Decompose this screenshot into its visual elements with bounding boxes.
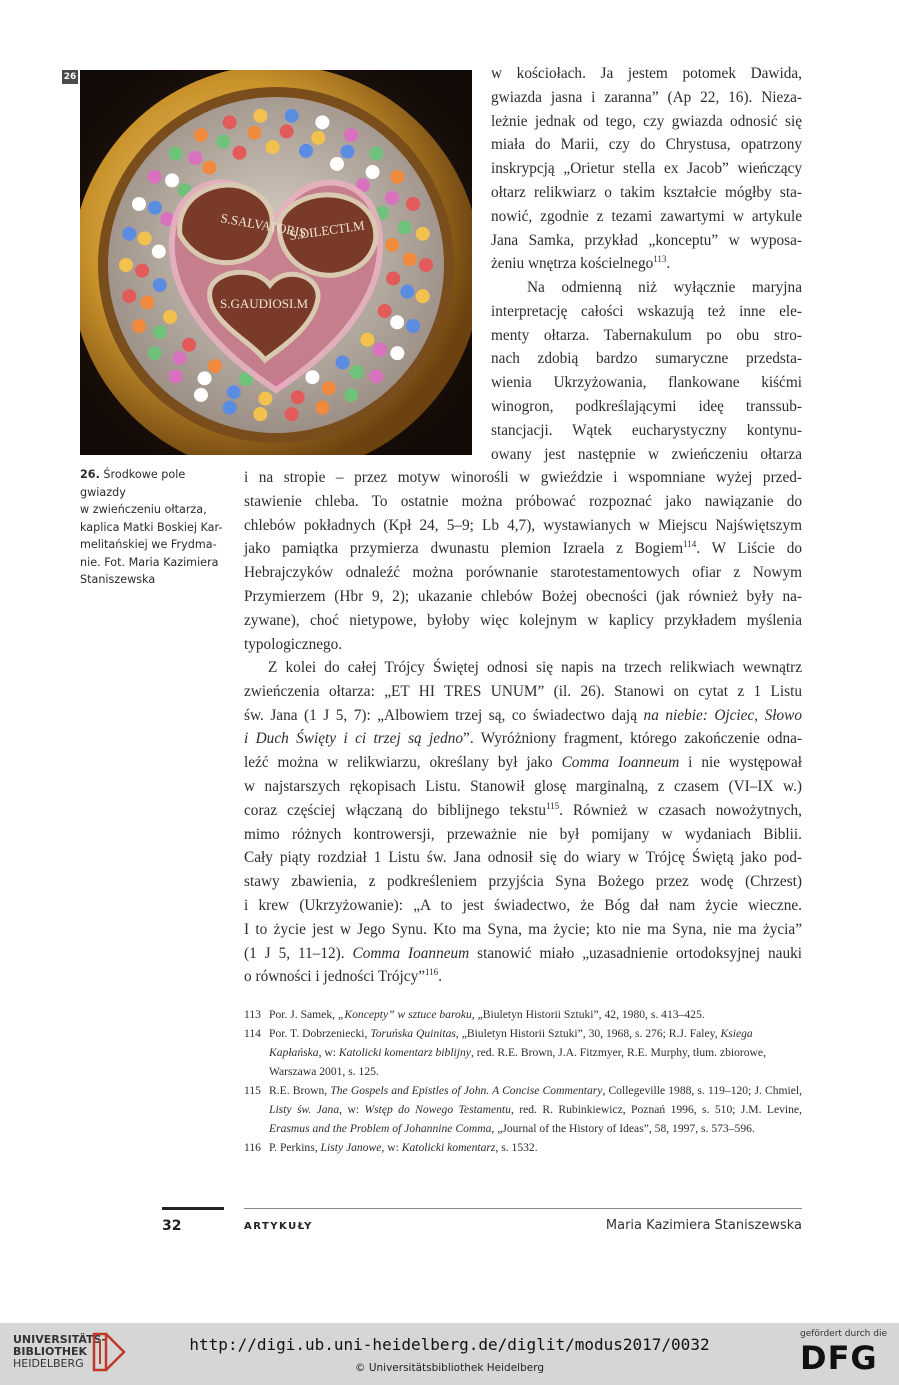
decor-flower (336, 355, 350, 369)
library-bar (0, 1323, 899, 1385)
italic-span: The Gospels and Epistles of John. A Concise Commentary (330, 1084, 603, 1097)
decor-flower (398, 221, 412, 235)
footnote-ref-115[interactable]: 115 (546, 800, 560, 811)
text-span: leźć można w relikwiarzu, określany był jako (244, 754, 562, 772)
text-span: ”. Wyróżniony fragment, którego zakończenie odna- (463, 730, 802, 748)
text-line: interpretację całości wskazują też inne ele- (491, 302, 802, 320)
decor-flower (285, 407, 299, 421)
decor-flower (322, 381, 336, 395)
decor-flower (148, 201, 162, 215)
text-line: zywane), choć nietypowe, byłoby więc kolejnym w kaplicy przykładem myślenia (244, 611, 802, 629)
text-line: gwiazda jasna i zaranna” (Ap 22, 16). Nieza- (491, 88, 802, 106)
italic-span: Wstęp do Nowego Testamentu (364, 1103, 511, 1116)
footnotes (244, 1005, 802, 1157)
text-span: o równości i jedności Trójcy” (244, 968, 426, 986)
footnote-text (269, 1138, 802, 1157)
text-span: jako pamiątka przymierza dwunastu plemion Izraela z Bogiem (244, 540, 684, 558)
text-line: stancjacji. Wątek eucharystyczny kontynu- (491, 421, 802, 439)
text-span: P. Perkins, (269, 1141, 321, 1154)
reliquary-image (80, 70, 472, 455)
text-line: stawy zbawienia, z podkreśleniem przyjścia Syna Bożego przez wodę (Chrzest) (244, 873, 802, 891)
decor-flower (194, 128, 208, 142)
decor-flower (163, 310, 177, 324)
footnote-number: 115 (244, 1084, 261, 1097)
relic-label-1: S.SALVATORIS (219, 210, 308, 241)
text-span: „Biuletyn Historii Sztuki”, 42, 1980, s. 413–425. (474, 1008, 705, 1021)
decor-flower (138, 231, 152, 245)
decor-flower (247, 126, 261, 140)
decor-flower (299, 144, 313, 158)
paragraph-2-wide (244, 466, 802, 656)
text-span: . W Liście do (696, 540, 802, 558)
text-line: Na odmienną niż wyłącznie maryjna (527, 279, 802, 296)
dfg-logo[interactable]: DFG (800, 1339, 878, 1377)
logo-text: HEIDELBERG (13, 1357, 84, 1370)
decor-flower (315, 401, 329, 415)
italic-span: Ksiega Kapłańska (269, 1027, 753, 1059)
decor-flower (416, 227, 430, 241)
decor-flower (344, 128, 358, 142)
text-span: i nie występował (679, 754, 802, 772)
decor-flower (135, 264, 149, 278)
caption-line: Staniszewska (80, 573, 156, 586)
text-line (244, 751, 802, 775)
text-line: I to życie jest w Jego Synu. Kto ma Syna, ma życie; kto nie ma Syna, nie ma życia” (244, 920, 802, 938)
decor-flower (344, 388, 358, 402)
footnote-text (269, 1024, 802, 1081)
text-line (244, 799, 802, 823)
footnote-number: 114 (244, 1027, 261, 1040)
text-line: Jana Samka, przykład „konceptu” w wyposa- (491, 231, 802, 249)
footnote-text (269, 1005, 802, 1024)
decor-flower (253, 407, 267, 421)
text-span: . Również w czasach nowożytnych, (559, 801, 802, 819)
decor-flower (153, 325, 167, 339)
italic-span: Comma Ioanneum (561, 754, 680, 772)
decor-flower (140, 295, 154, 309)
decor-flower (165, 173, 179, 187)
caption-line: melitańskiej we Frydma- (80, 538, 217, 551)
decor-flower (202, 161, 216, 175)
text-line: zwieńczenia ołtarza: „ET HI TRES UNUM” (il. 26). Stanowi on cytat z 1 Listu (244, 682, 802, 700)
text-span: , w: (381, 1141, 402, 1154)
decor-flower (208, 359, 222, 373)
text-line: Z kolei do całej Trójcy Świętej odnosi się napis na trzech relikwiach wewnątrz (268, 659, 802, 676)
text-line: owany jest następnie w zwieńczeniu ołtarza (491, 445, 802, 463)
text-line (244, 537, 802, 561)
decor-flower (305, 370, 319, 384)
decor-flower (169, 147, 183, 161)
text-span: św. Jana (1 J 5, 7): „Albowiem trzej są, co świadectwo dają (244, 706, 644, 724)
logo-text: UNIVERSITÄTS- (13, 1333, 107, 1346)
decor-flower (153, 278, 167, 292)
caption-line: nie. Fot. Maria Kazimiera (80, 555, 219, 569)
reliquary-photo (80, 70, 472, 455)
decor-flower (148, 346, 162, 360)
text-span: stanowić miało „uzasadnienie ortodoksyjnej nauki (469, 944, 803, 962)
decor-flower (311, 131, 325, 145)
italic-span: i Duch Święty i ci trzej są jedno (244, 730, 464, 748)
text-line: wienia Ukrzyżowania, flankowane kiśćmi (491, 374, 802, 392)
decor-flower (385, 238, 399, 252)
decor-flower (366, 165, 380, 179)
decor-flower (132, 197, 146, 211)
page-number: 32 (162, 1218, 182, 1234)
text-span: (1 J 5, 11–12). (244, 944, 353, 962)
text-line (244, 727, 802, 751)
copyright-text: © Universitätsbibliothek Heidelberg (354, 1362, 544, 1374)
decor-flower (223, 115, 237, 129)
decor-flower (315, 115, 329, 129)
text-span: , w: (318, 1046, 339, 1059)
decor-flower (132, 319, 146, 333)
italic-span: Katolicki komentarz (401, 1141, 496, 1154)
text-span: R.E. Brown, (269, 1084, 331, 1097)
decor-flower (378, 304, 392, 318)
decor-flower (369, 147, 383, 161)
footnote-ref-113[interactable]: 113 (653, 254, 667, 265)
text-span: coraz częściej włączaną do biblijnego tekstu (244, 801, 546, 819)
decor-flower (216, 135, 230, 149)
text-span: , red. R. Rubinkiewicz, Poznań 1996, s. 510; J.M. Levine, (510, 1103, 802, 1116)
paragraph-1 (491, 62, 802, 276)
footer-rule-thick (162, 1207, 224, 1210)
text-span: Por. J. Samek, (269, 1008, 338, 1021)
text-line: inskrypcją „Orietur stella ex Jacob” wieńczący (491, 160, 802, 178)
document-url[interactable]: http://digi.ub.uni-heidelberg.de/diglit/modus2017/0032 (189, 1335, 710, 1354)
decor-flower (285, 109, 299, 123)
decor-flower (386, 271, 400, 285)
decor-flower (350, 365, 364, 379)
decor-flower (122, 289, 136, 303)
text-line: leżnie jednak od tego, czy gwiazda odnosić się (491, 112, 802, 130)
decor-flower (194, 388, 208, 402)
text-line: chlebów pokładnych (Kpł 24, 5–9; Lb 4,7), wystawianych w Miejscu Najświętszym (244, 516, 802, 534)
paragraph-2-narrow (491, 276, 802, 466)
caption-number: 26. (80, 468, 100, 481)
paragraph-3 (244, 656, 802, 989)
text-span: , s. 1532. (495, 1141, 538, 1154)
italic-span: Toruńska Quinitas (370, 1027, 456, 1040)
text-line: miała do Marii, czy do Chrystusa, opatrzony (491, 136, 802, 154)
text-line: ołtarz relikwiarz o takim kształcie mógłby sta- (491, 183, 802, 201)
text-span: , w: (339, 1103, 365, 1116)
text-line (244, 704, 802, 728)
text-line: w najstarszych rękopisach Listu. Stanowił glosę marginalną, z czasem (VI–IX w.) (244, 777, 802, 795)
footnote-116 (244, 1138, 802, 1157)
text-line: nach zdobią bardzo sumaryczne przedsta- (491, 350, 802, 368)
decor-flower (403, 252, 417, 266)
italic-span: Listy św. Jana (269, 1103, 340, 1116)
decor-flower (152, 245, 166, 259)
logo-text: BIBLIOTHEK (13, 1345, 88, 1358)
decor-flower (233, 146, 247, 160)
decor-flower (340, 145, 354, 159)
text-line: Cały piąty rozdział 1 Listu św. Jana odnosił się do wiary w Trójcę Świętą jako pod- (244, 849, 802, 867)
text-line: i na stropie – przez motyw winorośli w gwieździe i wspomniane wyżej przed- (244, 469, 802, 486)
decor-flower (360, 333, 374, 347)
decor-flower (390, 170, 404, 184)
decor-flower (406, 197, 420, 211)
footnote-text (269, 1081, 802, 1138)
caption-line: Środkowe pole gwiazdy (80, 468, 186, 499)
decor-flower (416, 289, 430, 303)
decor-flower (169, 369, 183, 383)
text-span: Por. T. Dobrzeniecki, (269, 1027, 371, 1040)
text-line: mimo różnych kontrowersji, przeważnie nie był pomijany w wydaniach Biblii. (244, 825, 802, 843)
figure-caption (80, 466, 230, 589)
decor-flower (400, 285, 414, 299)
text-line (244, 965, 802, 989)
italic-span: Katolicki komentarz biblijny (338, 1046, 471, 1059)
text-span: , „Biuletyn Historii Sztuki”, 30, 1968, s. 276; R.J. Faley, (455, 1027, 721, 1040)
decor-flower (419, 258, 433, 272)
footnote-ref-116[interactable]: 116 (425, 967, 439, 978)
decor-flower (406, 319, 420, 333)
decor-flower (172, 351, 186, 365)
footnote-number: 116 (244, 1141, 261, 1154)
decor-flower (122, 227, 136, 241)
decor-flower (148, 170, 162, 184)
decor-flower (258, 392, 272, 406)
decor-flower (390, 346, 404, 360)
italic-span: Listy Janowe (320, 1141, 382, 1154)
text-line: nowić, zgodnie z tezami zawartymi w artykule (491, 207, 802, 225)
decor-flower (385, 191, 399, 205)
footnote-ref-114[interactable]: 114 (683, 539, 697, 550)
decor-flower (182, 338, 196, 352)
figure-number: 26 (63, 72, 77, 82)
footer-rule (244, 1208, 802, 1209)
text-span: , Collegeville 1988, s. 119–120; J. Chmiel, (602, 1084, 802, 1097)
text-span: , „Journal of the History of Ideas”, 58, 1997, s. 573–596. (491, 1122, 755, 1135)
footnote-number: 113 (244, 1008, 261, 1021)
text-line: Przymierzem (Hbr 9, 2); ukazanie chlebów Bożej obecności (jak również były na- (244, 587, 802, 605)
text-line: i krew (Ukrzyżowanie): „A to jest świadectwo, że Bóg dał nam życie wieczne. (244, 896, 802, 914)
text-line: w kościołach. Ja jestem potomek Dawida, (491, 65, 802, 82)
decor-flower (373, 343, 387, 357)
funding-note: gefördert durch die (800, 1329, 887, 1339)
caption-line: w zwieńczeniu ołtarza, (80, 503, 207, 516)
italic-span: „Koncepty” w sztuce baroku, (337, 1008, 475, 1021)
section-title: ARTYKUŁY (244, 1221, 313, 1232)
text-line: Hebrajczyków odnaleźć można porównanie starotestamentowych ofiar z Nowym (244, 564, 802, 582)
decor-flower (253, 109, 267, 123)
italic-span: Comma Ioanneum (352, 944, 470, 962)
text-span: . (438, 968, 443, 986)
text-line: winogron, podkreślającymi ideę transsub- (491, 397, 802, 415)
text-span: , red. R.E. Brown, J.A. Fitzmyer, R.E. Murphy, tłum. zbiorowe, Warszawa 2001, s. 125. (269, 1046, 766, 1078)
decor-flower (390, 315, 404, 329)
decor-flower (188, 151, 202, 165)
decor-flower (223, 401, 237, 415)
running-author: Maria Kazimiera Staniszewska (605, 1218, 802, 1233)
text-line: żeniu wnętrza kościelnego$^{113}$. (491, 254, 671, 273)
footnote-114 (244, 1024, 802, 1081)
decor-flower (119, 258, 133, 272)
decor-flower (227, 385, 241, 399)
decor-flower (266, 140, 280, 154)
text-line (244, 942, 802, 966)
decor-flower (291, 390, 305, 404)
text-line: menty ołtarza. Tabernakulum po obu stro- (491, 326, 802, 344)
text-line: stawienie chleba. To ostatnie można próbować rozpoznać jako nawiązanie do (244, 492, 802, 510)
italic-span: na niebie: Ojciec, Słowo (643, 706, 802, 724)
decor-flower (369, 369, 383, 383)
decor-flower (280, 124, 294, 138)
text-line: typologicznego. (244, 635, 343, 653)
decor-flower (330, 157, 344, 171)
italic-span: Erasmus and the Problem of Johannine Comma (269, 1122, 492, 1135)
decor-flower (198, 371, 212, 385)
relic-label-2: S.DILECTI.M (288, 217, 366, 243)
caption-line: kaplica Matki Boskiej Kar- (80, 520, 223, 534)
text-span: żeniu wnętrza kościelnego (491, 255, 654, 273)
footnote-113 (244, 1005, 802, 1024)
footnote-115 (244, 1081, 802, 1138)
relic-label-3: S.GAUDIOSI.M (220, 296, 309, 311)
